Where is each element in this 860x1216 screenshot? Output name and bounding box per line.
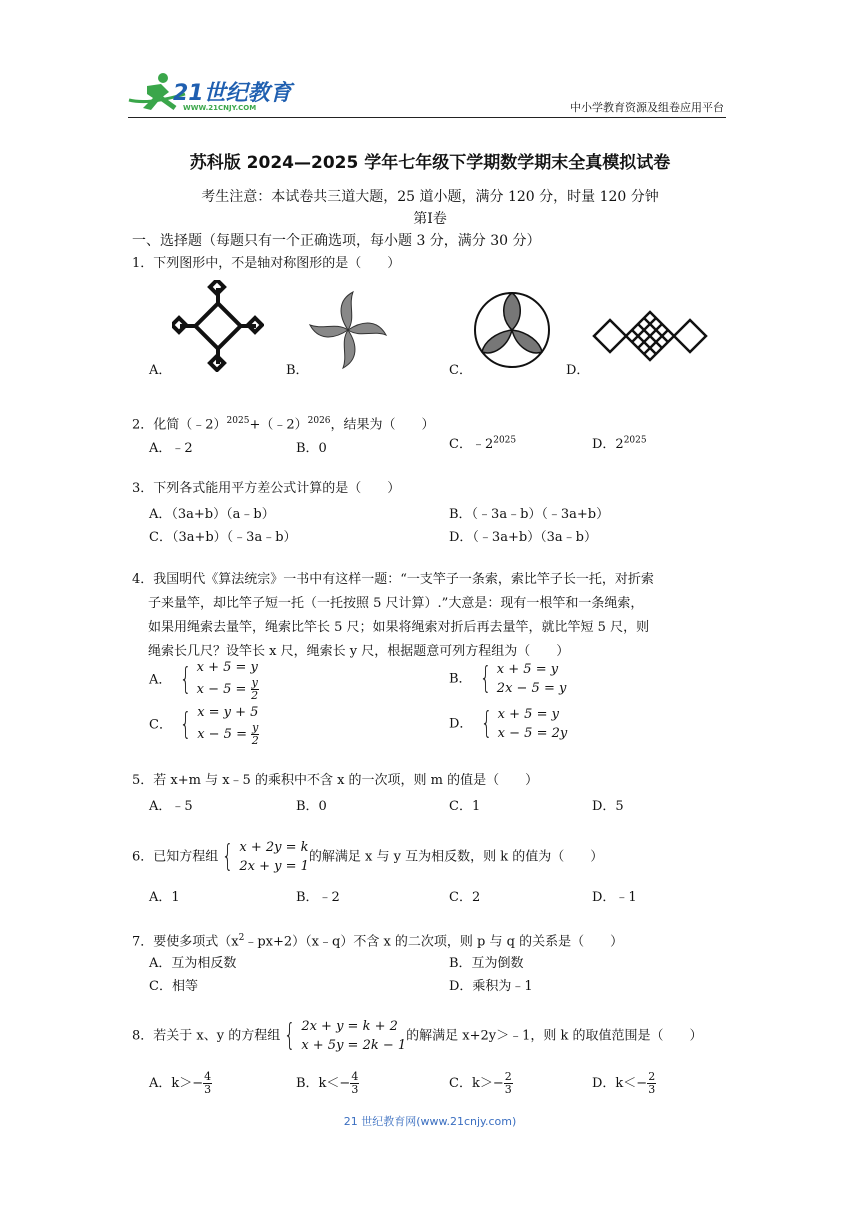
question-4 xyxy=(132,568,654,664)
q8-eq2: x + 5y = 2k − 1 xyxy=(301,1038,407,1053)
q8-b-frac xyxy=(350,1071,359,1096)
q2-stem-pre: 2．化简（﹣2） xyxy=(132,417,227,433)
q7-option-a: A．互为相反数 xyxy=(149,956,237,971)
q8-d-frac xyxy=(647,1071,656,1096)
page-title: 苏科版 2024—2025 学年七年级下学期数学期末全真模拟试卷 xyxy=(189,153,671,173)
q8-c-num: 2 xyxy=(504,1070,512,1083)
q4-c-frac xyxy=(251,722,259,747)
q2-option-a: A．﹣2 xyxy=(149,441,193,456)
option-d-endless-knot-figure xyxy=(592,305,708,367)
footer-link[interactable]: 21 世纪教育网(www.21cnjy.com) xyxy=(343,1115,517,1128)
q8-system: { 2x + y = k + 2 x + 5y = 2k − 1 xyxy=(284,1018,407,1053)
q4-line4: 绳索长几尺？设竿长 x 尺，绳索长 y 尺，根据题意可列方程组为（ ） xyxy=(148,644,570,659)
q2-option-b: B．0 xyxy=(296,441,327,456)
q4-c-den: 2 xyxy=(251,734,259,747)
q4-a-eq1: x + 5 = y xyxy=(196,660,258,675)
q2-d-exp: 2025 xyxy=(623,435,647,446)
q8-c-text: C．k＞− xyxy=(449,1076,504,1091)
q1-option-a: A． xyxy=(149,363,172,378)
q4-c-label: C． xyxy=(149,717,172,733)
q8-c-frac xyxy=(504,1071,513,1096)
q8-stem-pre: 8．若关于 x、y 的方程组 xyxy=(132,1028,281,1044)
q4-b-system: { x + 5 = y 2x − 5 = y xyxy=(479,661,567,696)
q1-option-b: B． xyxy=(286,363,309,378)
q4-c-num: y xyxy=(252,721,259,734)
q8-option-b xyxy=(296,1071,359,1096)
q7-option-b: B．互为倒数 xyxy=(449,956,524,971)
q8-d-num: 2 xyxy=(648,1070,656,1083)
q8-b-text: B．k＜− xyxy=(296,1076,351,1091)
header-divider xyxy=(128,117,726,118)
question-8 xyxy=(132,1017,703,1055)
q2-c-exp: 2025 xyxy=(493,435,517,446)
q6-option-a: A．1 xyxy=(149,890,180,905)
q1-option-d-label: D． xyxy=(566,363,590,378)
q4-option-b xyxy=(449,660,566,698)
logo-text: 21世纪教育 xyxy=(173,81,292,106)
q8-option-d xyxy=(592,1071,656,1096)
q8-d-text: D．k＜− xyxy=(592,1076,648,1091)
option-b-pinwheel-figure xyxy=(308,290,388,370)
q2-d-base: D．2 xyxy=(592,437,624,452)
q7-stem-post: ﹣px+2）（x﹣q）不含 x 的二次项，则 p 与 q 的关系是（ ） xyxy=(244,934,624,950)
q6-option-b: B．﹣2 xyxy=(296,890,340,905)
q2-exp2: 2026 xyxy=(307,416,331,426)
q5-option-c: C．1 xyxy=(449,799,481,814)
q6-option-c: C．2 xyxy=(449,890,481,905)
q4-d-eq1: x + 5 = y xyxy=(497,707,559,722)
q4-a-frac xyxy=(251,677,259,702)
q4-b-eq1: x + 5 = y xyxy=(496,662,559,677)
q8-a-text: A．k＞− xyxy=(149,1076,204,1091)
q8-b-den: 3 xyxy=(351,1083,359,1096)
option-a-knot-figure xyxy=(172,280,264,372)
q4-a-num: y xyxy=(251,676,258,689)
q4-b-eq2: 2x − 5 = y xyxy=(496,681,567,696)
q1-option-d xyxy=(566,359,589,378)
q4-line2: 子来量竿，却比竿子短一托（一托按照 5 尺计算）.”大意是：现有一根竿和一条绳索， xyxy=(148,596,644,611)
q7-exp: 2 xyxy=(238,933,245,943)
q2-option-c xyxy=(449,433,516,452)
q6-stem-pre: 6．已知方程组 xyxy=(132,849,219,865)
q4-option-c xyxy=(149,703,259,747)
q4-option-a xyxy=(149,658,259,702)
q8-a-frac xyxy=(203,1071,212,1096)
q4-a-eq2: x − 5 = xyxy=(196,682,247,697)
q5-option-b: B．0 xyxy=(296,799,327,814)
q3-option-b: B．（﹣3a﹣b）（﹣3a+b） xyxy=(449,507,610,522)
q8-option-c xyxy=(449,1071,513,1096)
q7-option-c: C．相等 xyxy=(149,979,198,994)
logo-url: WWW.21CNJY.COM xyxy=(183,104,257,112)
q7-stem-pre: 7．要使多项式（x xyxy=(132,934,239,950)
q4-a-label: A． xyxy=(149,672,172,688)
q8-c-den: 3 xyxy=(504,1083,512,1096)
q7-option-d: D．乘积为﹣1 xyxy=(449,979,533,994)
q2-c-base: C．﹣2 xyxy=(449,437,494,452)
q4-c-eq1: x = y + 5 xyxy=(197,705,259,720)
q6-eq2: 2x + y = 1 xyxy=(239,859,309,874)
q4-d-label: D． xyxy=(449,716,473,732)
q4-c-system: { x = y + 5 x − 5 = $\frac{y}{2}$ xyxy=(179,705,259,747)
question-2 xyxy=(132,410,435,436)
q6-eq1: x + 2y = k xyxy=(239,840,309,855)
q8-option-a xyxy=(149,1071,212,1096)
q4-line1: 4．我国明代《算法统宗》一书中有这样一题：“一支竿子一条索，索比竿子长一托，对折索 xyxy=(132,572,654,587)
q4-a-system: { x + 5 = y x − 5 = $\frac{y}{2}$ xyxy=(179,660,259,702)
question-3: 3．下列各式能用平方差公式计算的是（ ） xyxy=(132,481,401,496)
q3-option-d: D．（﹣3a+b）（3a﹣b） xyxy=(449,530,598,545)
q4-line3: 如果用绳索去量竿，绳索比竿长 5 尺；如果将绳索对折后再去量竿，就比竿短 5 尺，则 xyxy=(148,620,650,635)
q5-option-a: A．﹣5 xyxy=(149,799,193,814)
q8-stem-post: 的解满足 x+2y＞﹣1，则 k 的取值范围是（ ） xyxy=(406,1028,703,1044)
q1-option-c: C． xyxy=(449,363,472,378)
q2-option-d xyxy=(592,433,647,452)
q4-a-den: 2 xyxy=(251,689,259,702)
q4-c-eq2: x − 5 = xyxy=(197,727,247,742)
q5-option-d: D．5 xyxy=(592,799,624,814)
q4-b-label: B． xyxy=(449,671,472,687)
section-heading: 一、选择题（每题只有一个正确选项，每小题 3 分，满分 30 分） xyxy=(132,233,541,249)
question-1: 1．下列图形中，不是轴对称图形的是（ ） xyxy=(132,256,401,271)
q3-option-c: C．（3a+b）（﹣3a﹣b） xyxy=(149,530,297,545)
site-logo xyxy=(125,70,295,118)
header-slogan: 中小学教育资源及组卷应用平台 xyxy=(570,101,724,114)
q8-b-num: 4 xyxy=(351,1070,359,1083)
q8-a-num: 4 xyxy=(204,1070,212,1083)
question-7 xyxy=(132,927,623,953)
q2-stem-mid: +（﹣2） xyxy=(249,417,308,433)
q2-exp1: 2025 xyxy=(226,416,250,426)
option-c-circle-figure xyxy=(472,290,552,370)
q6-option-d: D．﹣1 xyxy=(592,890,637,905)
q2-stem-post: ，结果为（ ） xyxy=(330,417,435,433)
question-6 xyxy=(132,838,603,876)
q8-a-den: 3 xyxy=(204,1083,212,1096)
q4-d-eq2: x − 5 = 2y xyxy=(497,726,568,741)
q6-system: { x + 2y = k 2x + y = 1 xyxy=(222,839,309,874)
question-5: 5．若 x+m 与 x﹣5 的乘积中不含 x 的一次项，则 m 的值是（ ） xyxy=(132,773,539,788)
q4-d-system: { x + 5 = y x − 5 = 2y xyxy=(480,706,568,741)
exam-notice: 考生注意：本试卷共三道大题，25 道小题，满分 120 分，时量 120 分钟 xyxy=(201,189,659,205)
q3-option-a: A．（3a+b）（a﹣b） xyxy=(149,507,275,522)
q4-option-d xyxy=(449,705,567,743)
volume-label: 第Ⅰ卷 xyxy=(413,211,447,227)
q8-d-den: 3 xyxy=(648,1083,656,1096)
q8-eq1: 2x + y = k + 2 xyxy=(301,1019,398,1034)
q6-stem-post: 的解满足 x 与 y 互为相反数，则 k 的值为（ ） xyxy=(308,849,604,865)
